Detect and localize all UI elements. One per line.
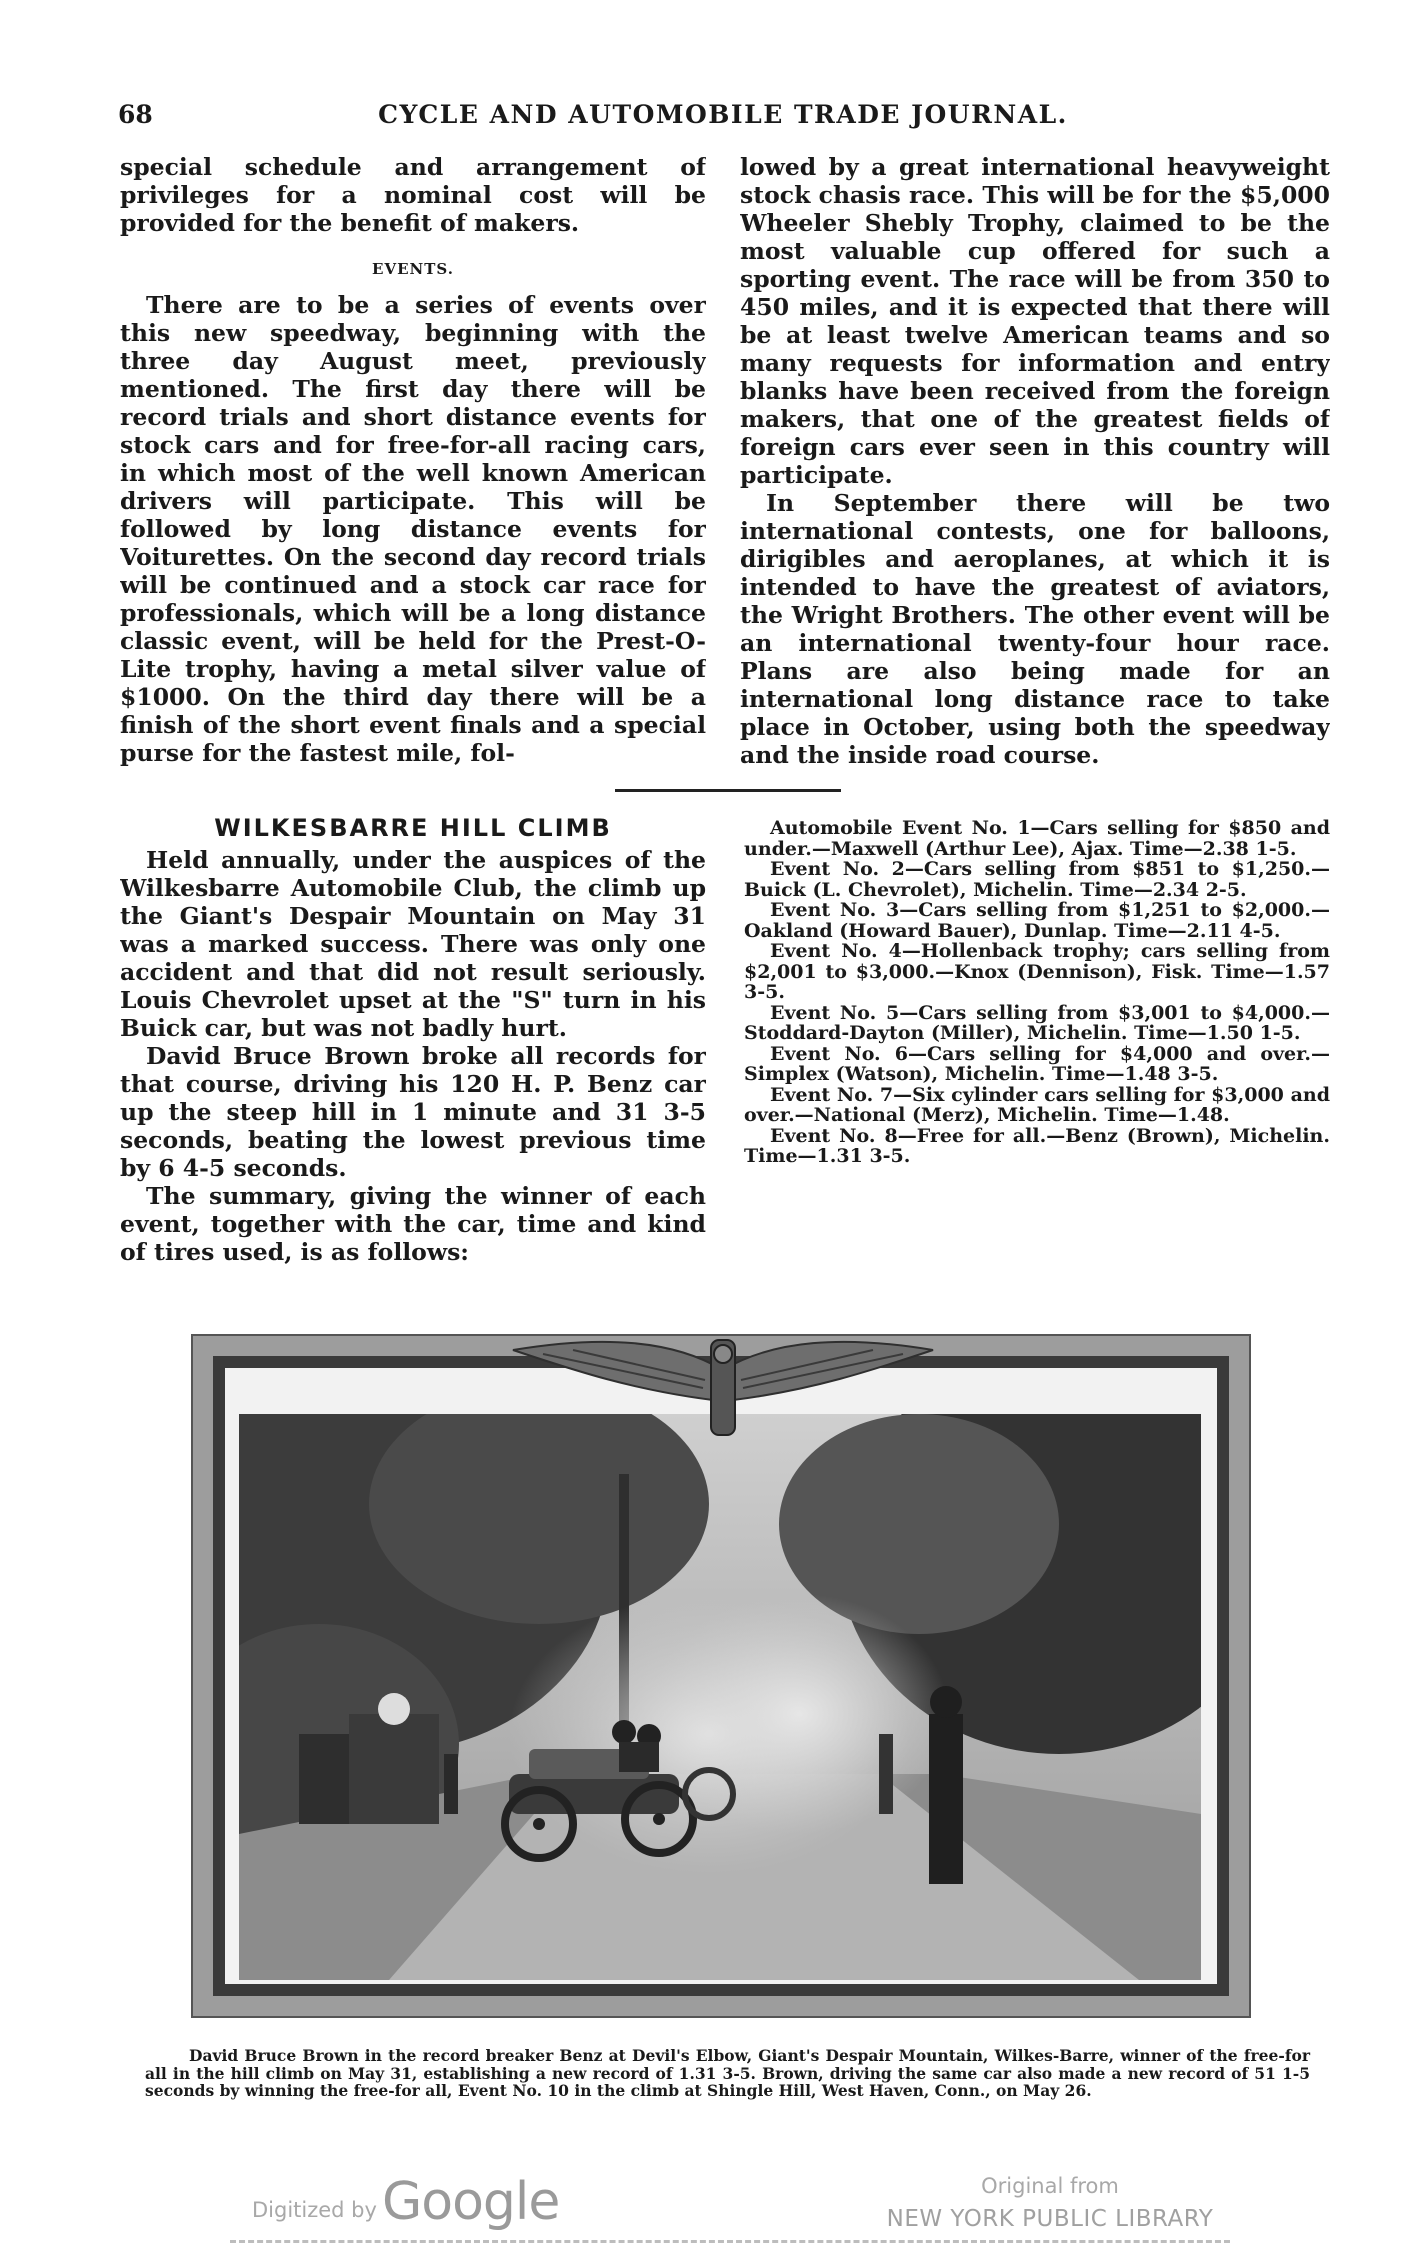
digitized-by-label: Digitized by xyxy=(252,2198,377,2222)
event-item: Event No. 6—Cars selling for $4,000 and over.—Simplex (Watson), Michelin. Time—1.48 3-5. xyxy=(744,1042,1330,1085)
article-heading: WILKESBARRE HILL CLIMB xyxy=(214,814,612,842)
photo-frame xyxy=(191,1334,1251,2018)
page-footer xyxy=(0,2164,1402,2244)
right-column-top xyxy=(740,153,1330,771)
speedway-paragraph-1: lowed by a great international heavyweight stock chasis race. This will be for the $5,000 Wheeler Shebly Trophy, claimed to be the most valuable cup offered for such a sporting event. The race will be from 350 to 450 miles, and it is expected that there will be at least twelve American teams and so many requests for information and entry blanks have been received from the foreign makers, that one of the greatest fields of foreign cars ever seen in this country will participate. xyxy=(740,153,1330,489)
event-item: Event No. 8—Free for all.—Benz (Brown), Michelin. Time—1.31 3-5. xyxy=(744,1124,1330,1167)
article-paragraph-2: David Bruce Brown broke all records for that course, driving his 120 H. P. Benz car up the steep hill in 1 minute and 31 3-5 seconds, beating the lowest previous time by 6 4-5 seconds. xyxy=(120,1042,706,1182)
journal-title: CYCLE AND AUTOMOBILE TRADE JOURNAL. xyxy=(378,100,1068,129)
event-item: Event No. 3—Cars selling from $1,251 to $2,000.—Oakland (Howard Bauer), Dunlap. Time—2.11 4-5. xyxy=(744,899,1330,942)
event-item: Event No. 7—Six cylinder cars selling for $3,000 and over.—National (Merz), Michelin. Time—1.48. xyxy=(744,1083,1330,1126)
events-paragraph: There are to be a series of events over this new speedway, beginning with the three day August meet, previously mentioned. The first day there will be record trials and short distance events for stock cars and for free-for-all racing cars, in which most of the well known American drivers will participate. This will be followed by long distance events for Voiturettes. On the second day record trials will be continued and a stock car race for professionals, which will be a long distance classic event, will be held for the Prest-O-Lite trophy, having a metal silver value of $1000. On the third day there will be a finish of the short event finals and a special purse for the fastest mile, fol- xyxy=(120,291,706,767)
page-header xyxy=(118,100,1328,136)
event-item: Event No. 4—Hollenback trophy; cars selling from $2,001 to $3,000.—Knox (Dennison), Fisk. Time—1.57 3-5. xyxy=(744,940,1330,1003)
page-number: 68 xyxy=(118,100,153,129)
article-paragraph-1: Held annually, under the auspices of the Wilkesbarre Automobile Club, the climb up the Giant's Despair Mountain on May 31 was a marked success. There was only one accident and that did not result seriously. Louis Chevrolet upset at the "S" turn in his Buick car, but was not badly hurt. xyxy=(120,846,706,1042)
speedway-paragraph-2: In September there will be two international contests, one for balloons, dirigibles and aeroplanes, at which it is intended to have the greatest of aviators, the Wright Brothers. The other event will be an international twenty-four hour race. Plans are also being made for an international long distance race to take place in October, using both the speedway and the inside road course. xyxy=(740,489,1330,769)
footer-dashes xyxy=(230,2240,1230,2247)
hill-climb-article xyxy=(120,814,706,1294)
caption-text: David Bruce Brown in the record breaker Benz at Devil's Elbow, Giant's Despair Mountain, Wilkes-Barre, winner of the free-for all in the hill climb on May 31, establishing a new record of 1.31 3-5. Brown, driving the same car also made a new record of 51 1-5 seconds by winning the free-for all, Event No. 10 in the climb at Shingle Hill, West Haven, Conn., on May 26. xyxy=(145,2046,1310,2100)
event-item: Automobile Event No. 1—Cars selling for $850 and under.—Maxwell (Arthur Lee), Ajax. Time—2.38 1-5. xyxy=(744,818,1330,860)
left-column-top xyxy=(120,153,706,771)
race-car-photo xyxy=(239,1414,1201,1980)
original-from-label: Original from xyxy=(981,2174,1119,2198)
winged-wheel-emblem xyxy=(483,1330,963,1440)
events-subhead: EVENTS. xyxy=(372,260,454,278)
events-summary xyxy=(744,818,1330,1298)
continuation-paragraph: special schedule and arrangement of privileges for a nominal cost will be provided for the benefit of makers. xyxy=(120,153,706,237)
photo-caption xyxy=(145,2047,1310,2100)
article-paragraph-3: The summary, giving the winner of each event, together with the car, time and kind of tires used, is as follows: xyxy=(120,1182,706,1266)
event-item: Event No. 5—Cars selling from $3,001 to $4,000.—Stoddard-Dayton (Miller), Michelin. Time—1.50 1-5. xyxy=(744,1001,1330,1044)
event-item: Event No. 2—Cars selling from $851 to $1,250.—Buick (L. Chevrolet), Michelin. Time—2.34 2-5. xyxy=(744,858,1330,901)
library-name: NEW YORK PUBLIC LIBRARY xyxy=(886,2206,1214,2232)
google-logo: Google xyxy=(382,2172,560,2232)
section-divider xyxy=(615,789,841,792)
